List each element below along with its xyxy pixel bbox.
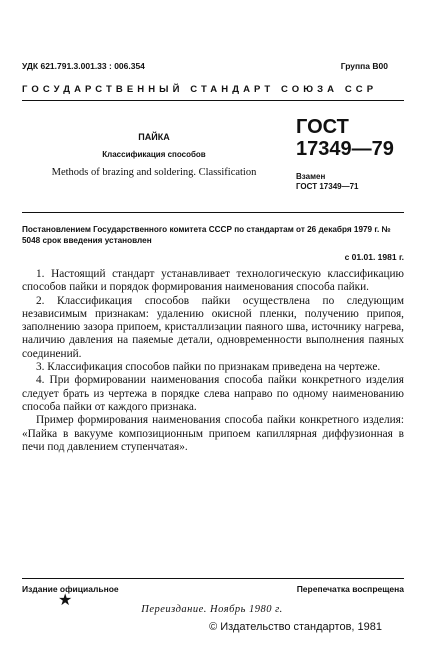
gost-label: ГОСТ bbox=[296, 116, 349, 138]
middle-divider bbox=[22, 212, 404, 213]
effective-date: с 01.01. 1981 г. bbox=[344, 252, 404, 262]
official-edition-label: Издание официальное bbox=[22, 584, 119, 594]
paragraph-4: 4. При формировании наименования способа пайки конкретного изделия следует брать из чертежа в порядке слева направо по одному наименованию способа пайки от каждого признака. bbox=[22, 374, 404, 413]
replaces-value: ГОСТ 17349—71 bbox=[296, 182, 359, 191]
star-icon: ★ bbox=[58, 592, 73, 609]
title-en: Methods of brazing and soldering. Classification bbox=[51, 167, 257, 178]
title-block bbox=[34, 132, 274, 178]
paragraph-2: 2. Классификация способов пайки осуществлена по следующим независимым признакам: удалению окисной пленки, получению припоя, заполнению зазора припоем, кристаллизации паяного шва, источнику нагрева, наличию давления на паяемые детали, одновременности выполнения паяных соединений. bbox=[22, 294, 404, 360]
group-code: Группа В00 bbox=[340, 61, 388, 71]
copyright: © Издательство стандартов, 1981 bbox=[209, 621, 382, 633]
paragraph-example: Пример формирования наименования способа пайки конкретного изделия: «Пайка в вакууме композиционным припоем капиллярная диффузионная в печи под давлением ступенчатая». bbox=[22, 414, 404, 453]
decree-text: Постановлением Государственного комитета СССР по стандартам от 26 декабря 1979 г. № 5048 срок введения установлен bbox=[22, 225, 391, 245]
state-standard-banner: ГОСУДАРСТВЕННЫЙ СТАНДАРТ СОЮЗА ССР bbox=[22, 84, 378, 95]
top-divider bbox=[22, 100, 404, 101]
gost-block bbox=[296, 116, 406, 191]
paragraph-1: 1. Настоящий стандарт устанавливает технологическую классификацию способов пайки и порядок формирования наименования способа пайки. bbox=[22, 268, 404, 294]
udk-code: УДК 621.791.3.001.33 : 006.354 bbox=[22, 61, 145, 71]
gost-number: 17349—79 bbox=[296, 138, 394, 160]
body-text bbox=[22, 268, 404, 454]
bottom-divider bbox=[22, 578, 404, 579]
paragraph-3: 3. Классификация способов пайки по признакам приведена на чертеже. bbox=[36, 361, 381, 374]
reissue-note: Переиздание. Ноябрь 1980 г. bbox=[141, 604, 283, 615]
replaces-label: Взамен bbox=[296, 172, 326, 181]
subtitle-ru: Классификация способов bbox=[102, 150, 206, 159]
reprint-prohibited-label: Перепечатка воспрещена bbox=[296, 584, 404, 594]
title-ru: ПАЙКА bbox=[138, 132, 170, 142]
